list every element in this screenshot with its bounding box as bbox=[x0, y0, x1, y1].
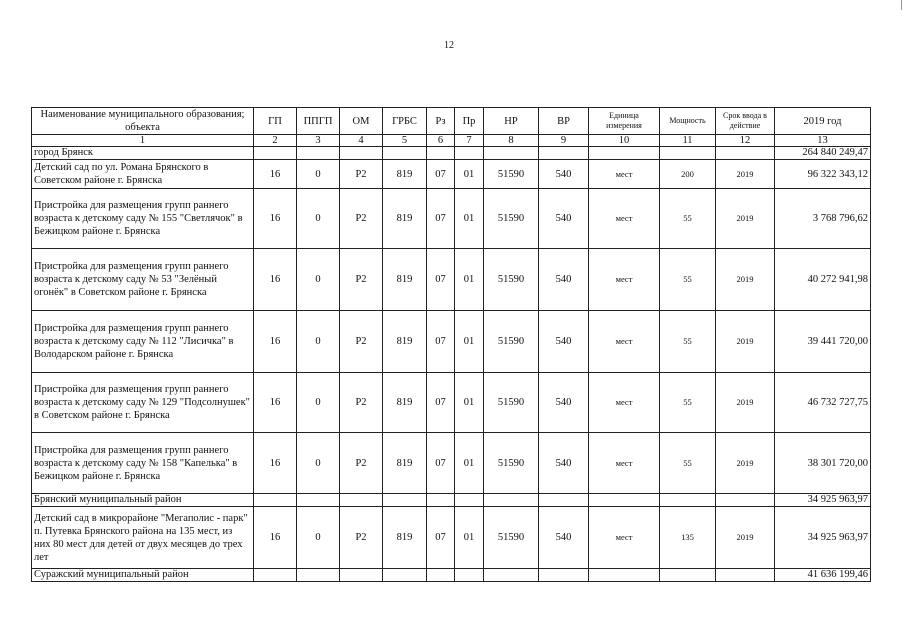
cell-gp: 16 bbox=[254, 160, 297, 189]
column-number: 13 bbox=[775, 135, 871, 147]
object-name: Детский сад в микрорайоне "Мегаполис - парк" п. Путевка Брянского района на 135 мест, из них 80 мест для детей от двух месяцев до трех лет bbox=[32, 507, 254, 569]
header-pr: Пр bbox=[455, 108, 484, 135]
cell-om: P2 bbox=[340, 311, 383, 373]
cell-unit: мест bbox=[589, 507, 660, 569]
column-number: 7 bbox=[455, 135, 484, 147]
empty-cell bbox=[660, 147, 716, 160]
empty-cell bbox=[297, 147, 340, 160]
cell-vr: 540 bbox=[539, 189, 589, 249]
cell-capacity: 135 bbox=[660, 507, 716, 569]
empty-cell bbox=[660, 494, 716, 507]
empty-cell bbox=[340, 494, 383, 507]
group-name: Брянский муниципальный район bbox=[32, 494, 254, 507]
cell-vr: 540 bbox=[539, 249, 589, 311]
cell-rz: 07 bbox=[427, 373, 455, 433]
object-amount: 34 925 963,97 bbox=[775, 507, 871, 569]
cell-vr: 540 bbox=[539, 160, 589, 189]
cell-om: P2 bbox=[340, 160, 383, 189]
cell-unit: мест bbox=[589, 160, 660, 189]
cell-term: 2019 bbox=[716, 373, 775, 433]
object-name: Детский сад по ул. Романа Брянского в Советском районе г. Брянска bbox=[32, 160, 254, 189]
cell-nr: 51590 bbox=[484, 189, 539, 249]
cell-pr: 01 bbox=[455, 189, 484, 249]
object-amount: 46 732 727,75 bbox=[775, 373, 871, 433]
cell-ppgp: 0 bbox=[297, 160, 340, 189]
cell-unit: мест bbox=[589, 311, 660, 373]
cell-om: P2 bbox=[340, 189, 383, 249]
cell-om: P2 bbox=[340, 373, 383, 433]
object-row bbox=[32, 373, 871, 433]
cell-nr: 51590 bbox=[484, 160, 539, 189]
empty-cell bbox=[539, 494, 589, 507]
cell-rz: 07 bbox=[427, 311, 455, 373]
header-nr: НР bbox=[484, 108, 539, 135]
cell-nr: 51590 bbox=[484, 249, 539, 311]
cell-unit: мест bbox=[589, 189, 660, 249]
cell-capacity: 55 bbox=[660, 189, 716, 249]
header-unit: Единица измерения bbox=[589, 108, 660, 135]
column-number: 12 bbox=[716, 135, 775, 147]
cell-rz: 07 bbox=[427, 433, 455, 494]
empty-cell bbox=[589, 147, 660, 160]
cell-gp: 16 bbox=[254, 311, 297, 373]
header-term: Срок ввода в действие bbox=[716, 108, 775, 135]
column-number: 9 bbox=[539, 135, 589, 147]
cell-capacity: 55 bbox=[660, 433, 716, 494]
empty-cell bbox=[589, 569, 660, 582]
cell-grbs: 819 bbox=[383, 507, 427, 569]
empty-cell bbox=[383, 147, 427, 160]
empty-cell bbox=[254, 569, 297, 582]
object-row bbox=[32, 433, 871, 494]
cell-ppgp: 0 bbox=[297, 311, 340, 373]
cell-grbs: 819 bbox=[383, 311, 427, 373]
cell-rz: 07 bbox=[427, 189, 455, 249]
header-om: ОМ bbox=[340, 108, 383, 135]
object-name: Пристройка для размещения групп раннего возраста к детскому саду № 53 "Зелёный огонёк" в Советском районе г. Брянска bbox=[32, 249, 254, 311]
object-amount: 40 272 941,98 bbox=[775, 249, 871, 311]
cell-unit: мест bbox=[589, 249, 660, 311]
header-ppgp: ППГП bbox=[297, 108, 340, 135]
empty-cell bbox=[484, 494, 539, 507]
cell-rz: 07 bbox=[427, 160, 455, 189]
cell-grbs: 819 bbox=[383, 433, 427, 494]
column-number: 3 bbox=[297, 135, 340, 147]
cell-term: 2019 bbox=[716, 507, 775, 569]
cell-rz: 07 bbox=[427, 507, 455, 569]
empty-cell bbox=[383, 494, 427, 507]
cell-grbs: 819 bbox=[383, 160, 427, 189]
object-row bbox=[32, 249, 871, 311]
cell-nr: 51590 bbox=[484, 507, 539, 569]
empty-cell bbox=[484, 147, 539, 160]
header-year: 2019 год bbox=[775, 108, 871, 135]
cell-term: 2019 bbox=[716, 189, 775, 249]
table-body bbox=[32, 108, 871, 582]
empty-cell bbox=[254, 494, 297, 507]
cell-term: 2019 bbox=[716, 249, 775, 311]
cell-vr: 540 bbox=[539, 373, 589, 433]
empty-cell bbox=[455, 569, 484, 582]
empty-cell bbox=[589, 494, 660, 507]
cell-gp: 16 bbox=[254, 189, 297, 249]
page-number: 12 bbox=[444, 40, 454, 51]
cell-pr: 01 bbox=[455, 433, 484, 494]
empty-cell bbox=[297, 494, 340, 507]
cell-ppgp: 0 bbox=[297, 507, 340, 569]
empty-cell bbox=[716, 494, 775, 507]
column-number-row bbox=[32, 135, 871, 147]
object-row bbox=[32, 160, 871, 189]
object-name: Пристройка для размещения групп раннего возраста к детскому саду № 155 "Светлячок" в Бежицком районе г. Брянска bbox=[32, 189, 254, 249]
cell-nr: 51590 bbox=[484, 373, 539, 433]
header-gp: ГП bbox=[254, 108, 297, 135]
cell-unit: мест bbox=[589, 433, 660, 494]
empty-cell bbox=[340, 147, 383, 160]
cell-vr: 540 bbox=[539, 311, 589, 373]
object-row bbox=[32, 189, 871, 249]
cell-term: 2019 bbox=[716, 433, 775, 494]
cell-gp: 16 bbox=[254, 249, 297, 311]
group-name: город Брянск bbox=[32, 147, 254, 160]
cell-capacity: 55 bbox=[660, 311, 716, 373]
group-name: Суражский муниципальный район bbox=[32, 569, 254, 582]
header-row bbox=[32, 108, 871, 135]
cell-nr: 51590 bbox=[484, 311, 539, 373]
column-number: 2 bbox=[254, 135, 297, 147]
group-amount: 264 840 249,47 bbox=[775, 147, 871, 160]
object-row bbox=[32, 507, 871, 569]
cell-nr: 51590 bbox=[484, 433, 539, 494]
column-number: 5 bbox=[383, 135, 427, 147]
object-name: Пристройка для размещения групп раннего возраста к детскому саду № 129 "Подсолнушек" в Советском районе г. Брянска bbox=[32, 373, 254, 433]
object-amount: 39 441 720,00 bbox=[775, 311, 871, 373]
cell-ppgp: 0 bbox=[297, 249, 340, 311]
header-vr: ВР bbox=[539, 108, 589, 135]
cell-grbs: 819 bbox=[383, 189, 427, 249]
cell-pr: 01 bbox=[455, 507, 484, 569]
cell-capacity: 55 bbox=[660, 373, 716, 433]
empty-cell bbox=[297, 569, 340, 582]
empty-cell bbox=[716, 569, 775, 582]
column-number: 8 bbox=[484, 135, 539, 147]
object-name: Пристройка для размещения групп раннего возраста к детскому саду № 158 "Капелька" в Бежицком районе г. Брянска bbox=[32, 433, 254, 494]
cell-unit: мест bbox=[589, 373, 660, 433]
empty-cell bbox=[427, 494, 455, 507]
cell-ppgp: 0 bbox=[297, 373, 340, 433]
empty-cell bbox=[340, 569, 383, 582]
header-name: Наименование муниципального образования; объекта bbox=[32, 108, 254, 135]
object-amount: 96 322 343,12 bbox=[775, 160, 871, 189]
group-row bbox=[32, 147, 871, 160]
cell-gp: 16 bbox=[254, 373, 297, 433]
column-number: 4 bbox=[340, 135, 383, 147]
cell-pr: 01 bbox=[455, 160, 484, 189]
empty-cell bbox=[716, 147, 775, 160]
header-rz: Рз bbox=[427, 108, 455, 135]
object-amount: 38 301 720,00 bbox=[775, 433, 871, 494]
cell-grbs: 819 bbox=[383, 373, 427, 433]
cell-vr: 540 bbox=[539, 433, 589, 494]
column-number: 1 bbox=[32, 135, 254, 147]
empty-cell bbox=[455, 494, 484, 507]
cell-ppgp: 0 bbox=[297, 189, 340, 249]
edge-mark bbox=[901, 0, 902, 10]
column-number: 6 bbox=[427, 135, 455, 147]
capital-objects-table bbox=[31, 107, 871, 582]
cell-rz: 07 bbox=[427, 249, 455, 311]
empty-cell bbox=[539, 569, 589, 582]
cell-capacity: 200 bbox=[660, 160, 716, 189]
cell-term: 2019 bbox=[716, 311, 775, 373]
column-number: 10 bbox=[589, 135, 660, 147]
cell-om: P2 bbox=[340, 507, 383, 569]
cell-pr: 01 bbox=[455, 249, 484, 311]
group-amount: 34 925 963,97 bbox=[775, 494, 871, 507]
cell-om: P2 bbox=[340, 433, 383, 494]
object-row bbox=[32, 311, 871, 373]
column-number: 11 bbox=[660, 135, 716, 147]
cell-ppgp: 0 bbox=[297, 433, 340, 494]
header-capacity: Мощность bbox=[660, 108, 716, 135]
cell-pr: 01 bbox=[455, 311, 484, 373]
empty-cell bbox=[484, 569, 539, 582]
cell-vr: 540 bbox=[539, 507, 589, 569]
cell-capacity: 55 bbox=[660, 249, 716, 311]
empty-cell bbox=[254, 147, 297, 160]
empty-cell bbox=[455, 147, 484, 160]
cell-om: P2 bbox=[340, 249, 383, 311]
cell-gp: 16 bbox=[254, 507, 297, 569]
empty-cell bbox=[539, 147, 589, 160]
cell-pr: 01 bbox=[455, 373, 484, 433]
empty-cell bbox=[427, 569, 455, 582]
empty-cell bbox=[660, 569, 716, 582]
empty-cell bbox=[427, 147, 455, 160]
group-row bbox=[32, 569, 871, 582]
object-name: Пристройка для размещения групп раннего возраста к детскому саду № 112 "Лисичка" в Володарском районе г. Брянска bbox=[32, 311, 254, 373]
group-row bbox=[32, 494, 871, 507]
object-amount: 3 768 796,62 bbox=[775, 189, 871, 249]
group-amount: 41 636 199,46 bbox=[775, 569, 871, 582]
cell-grbs: 819 bbox=[383, 249, 427, 311]
cell-gp: 16 bbox=[254, 433, 297, 494]
empty-cell bbox=[383, 569, 427, 582]
cell-term: 2019 bbox=[716, 160, 775, 189]
header-grbs: ГРБС bbox=[383, 108, 427, 135]
